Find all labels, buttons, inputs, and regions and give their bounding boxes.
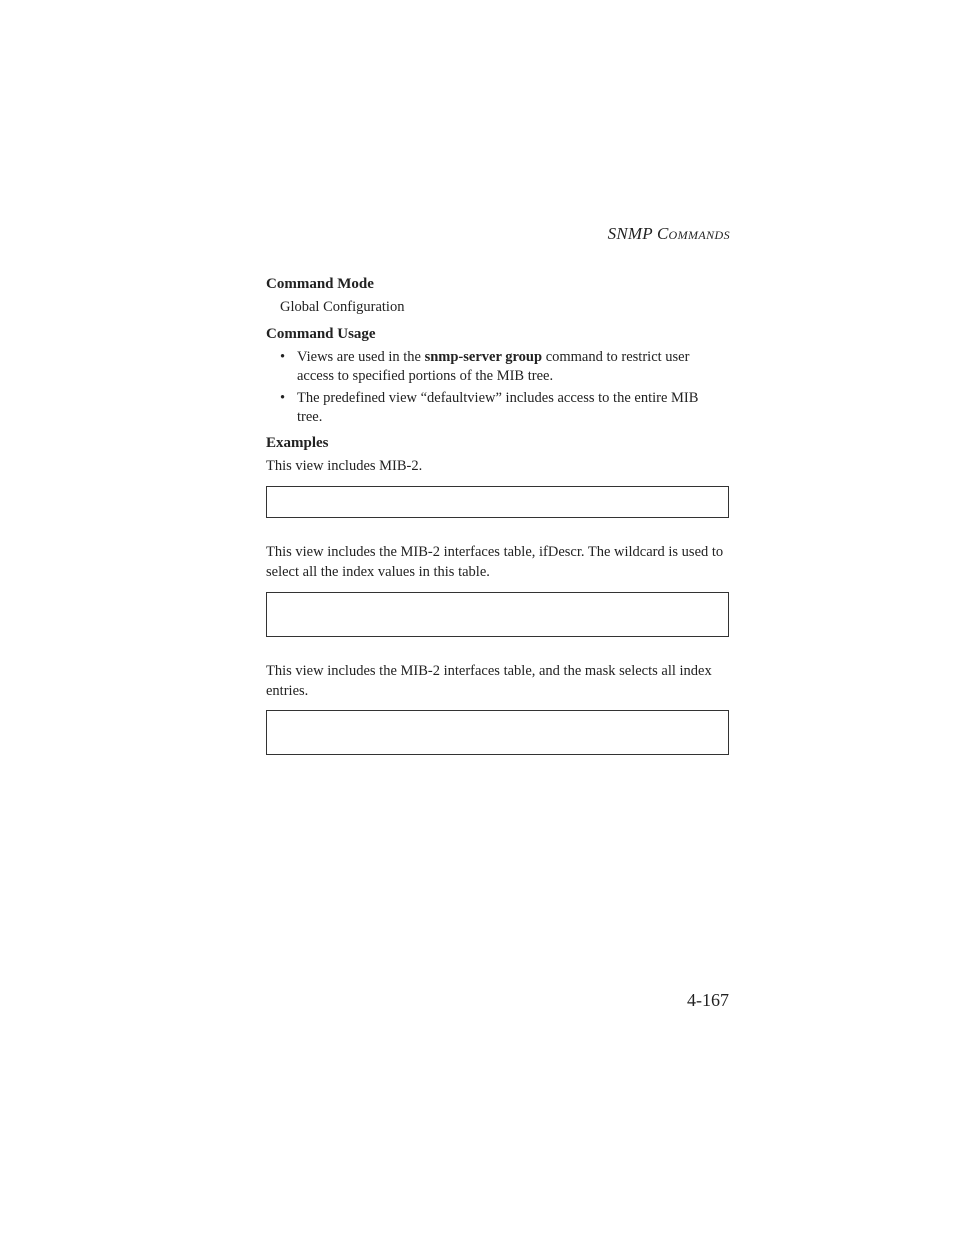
usage-bullet-1-text-after: command to restrict user access to specified portions of the MIB tree. [297,349,690,384]
page-number: 4-167 [687,990,729,1010]
example-2-code-box [266,592,729,637]
command-mode-value: Global Configuration [280,299,405,315]
usage-bullet-1 [280,348,720,386]
example-3-description: This view includes the MIB-2 interfaces table, and the mask selects all index entries. [266,663,712,699]
usage-bullet-2 [280,389,720,427]
examples-heading: Examples [266,435,329,451]
example-3-code-box [266,710,729,755]
example-1-code-box [266,486,729,518]
usage-bullet-2-text: The predefined view “defaultview” includes access to the entire MIB tree. [297,390,699,425]
command-mode-heading: Command Mode [266,276,374,292]
example-1-description: This view includes MIB-2. [266,458,423,474]
usage-bullet-1-text-before: Views are used in the [297,349,425,365]
usage-bullet-1-command: snmp-server group [424,349,543,365]
header-title-main: SNMP C [607,224,669,243]
command-usage-heading: Command Usage [266,326,376,342]
command-usage-list [280,348,720,430]
header-title-smallcaps: OMMANDS [668,228,730,242]
running-header [608,224,730,244]
bullet-dot: • [280,349,286,365]
bullet-dot: • [280,390,286,406]
example-2-description: This view includes the MIB-2 interfaces table, ifDescr. The wildcard is used to select all the index values in this table. [266,544,724,580]
